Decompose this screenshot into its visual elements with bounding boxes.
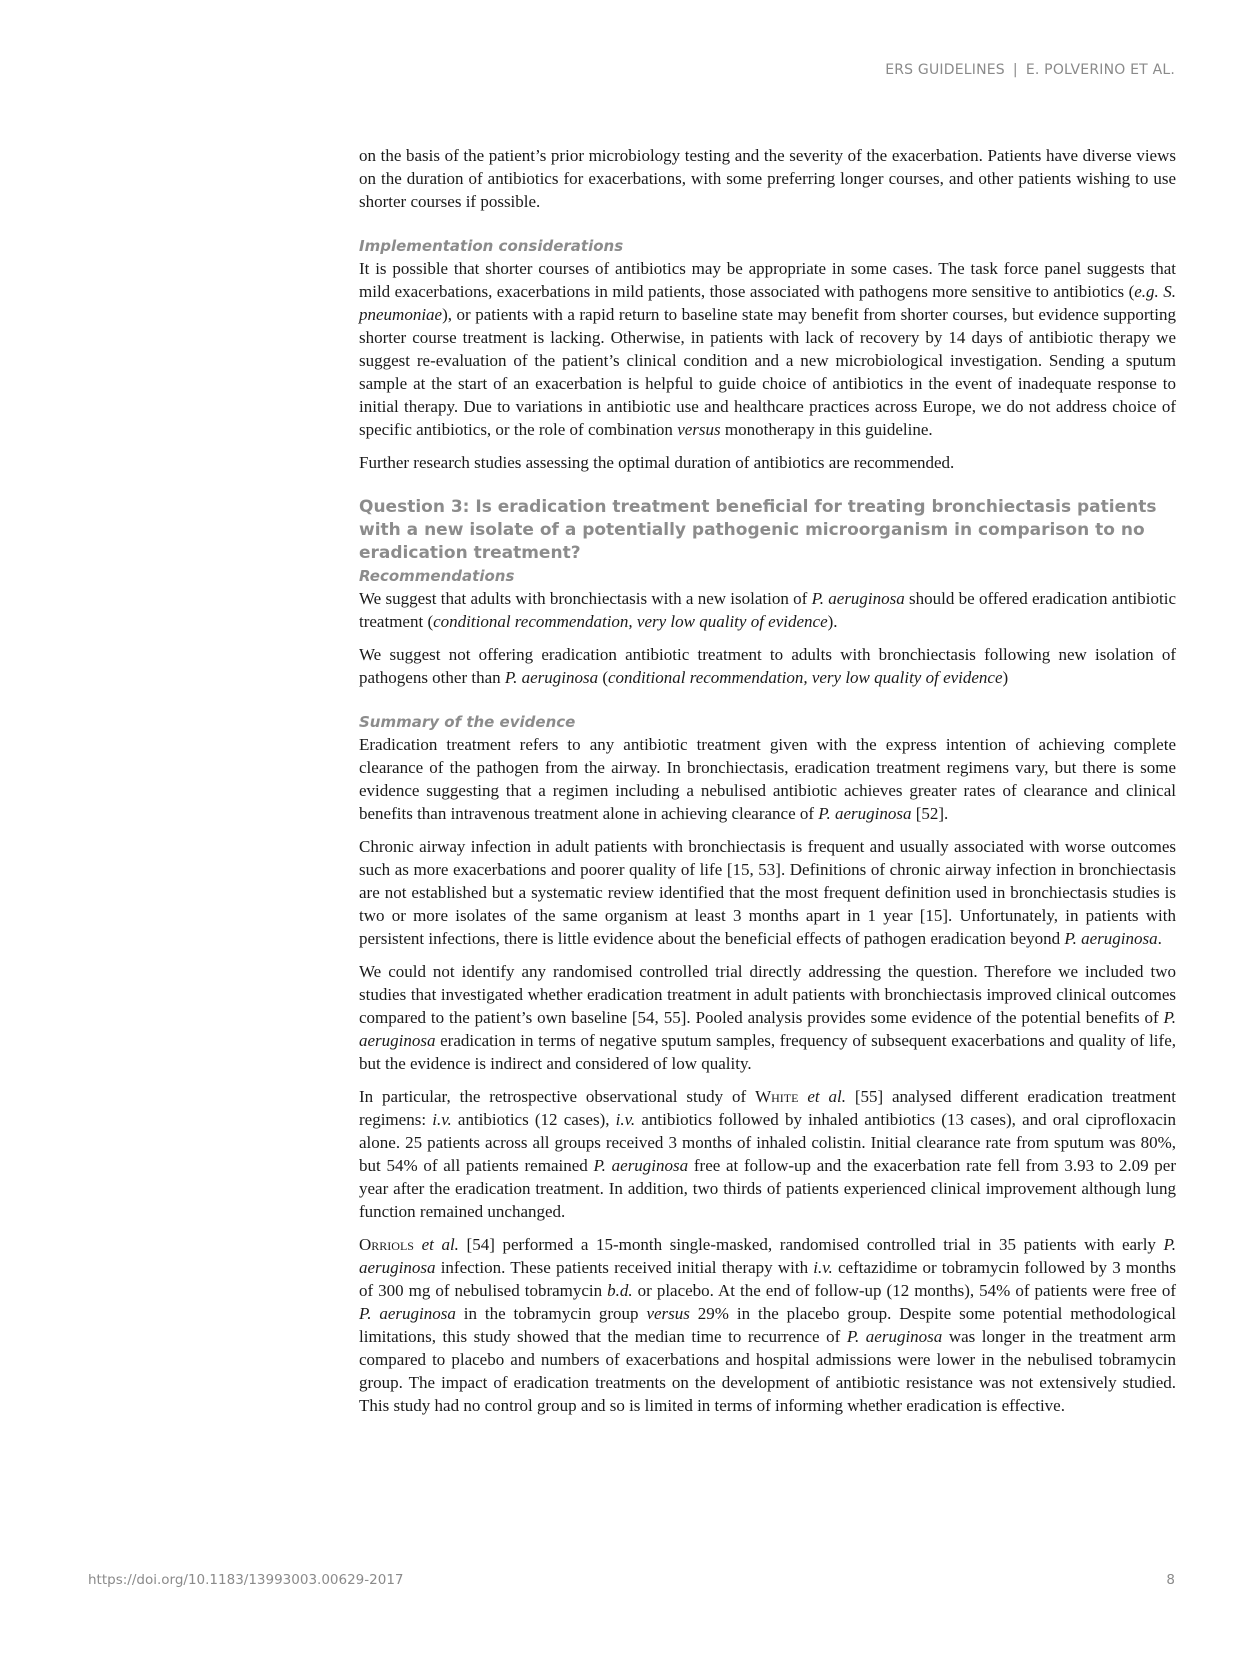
summary-paragraph-1: Eradication treatment refers to any antibiotic treatment given with the express intention of achieving complete clearance of the pathogen from the airway. In bronchiectasis, eradication treatment regimens vary, but there is some evidence suggesting that a regimen including a nebulised antibiotic achieves greater rates of clearance and clinical benefits than intravenous treatment alone in achieving clearance of P. aeruginosa [52]. xyxy=(359,735,1176,823)
summary-paragraph-4: In particular, the retrospective observational study of White et al. [55] analysed different eradication treatment regimens: i.v. antibiotics (12 cases), i.v. antibiotics followed by inhaled antibiotics (13 cases), and oral ciprofloxacin alone. 25 patients across all groups received 3 months of inhaled colistin. Initial clearance rate from sputum was 80%, but 54% of all patients remained P. aeruginosa free at follow-up and the exacerbation rate fell from 3.93 to 2.09 per year after the eradication treatment. In addition, two thirds of patients experienced clinical improvement although lung function remained unchanged. xyxy=(359,1087,1177,1221)
recommendations-heading: Recommendations xyxy=(359,567,515,585)
paragraph-intro: on the basis of the patient’s prior microbiology testing and the severity of the exacerbation. Patients have diverse views on the duration of antibiotics for exacerbations, with some preferring longer courses, and other patients wishing to use shorter courses if possible. xyxy=(359,146,1176,211)
paragraph-implementation-2: Further research studies assessing the optimal duration of antibiotics are recommended. xyxy=(359,453,955,472)
journal-section: ERS GUIDELINES xyxy=(885,62,1005,78)
running-head xyxy=(885,62,1175,78)
implementation-heading: Implementation considerations xyxy=(359,237,624,255)
recommendation-1: We suggest that adults with bronchiectasis with a new isolation of P. aeruginosa should be offered eradication antibiotic treatment (conditional recommendation, very low quality of evidence). xyxy=(359,589,1176,631)
paragraph-implementation-1: It is possible that shorter courses of antibiotics may be appropriate in some cases. The task force panel suggests that mild exacerbations, exacerbations in mild patients, those associated with pathogens more sensitive to antibiotics (e.g. S. pneumoniae), or patients with a rapid return to baseline state may benefit from shorter courses, but evidence supporting shorter course treatment is lacking. Otherwise, in patients with lack of recovery by 14 days of antibiotic therapy we suggest re-evaluation of the patient’s clinical condition and a new microbiological investigation. Sending a sputum sample at the start of an exacerbation is helpful to guide choice of antibiotics in the event of inadequate response to initial therapy. Due to variations in antibiotic use and healthcare practices across Europe, we do not address choice of specific antibiotics, or the role of combination versus monotherapy in this guideline. xyxy=(359,259,1177,439)
page-number: 8 xyxy=(1166,1572,1175,1588)
summary-paragraph-5: Orriols et al. [54] performed a 15-month single-masked, randomised controlled trial in 35 patients with early P. aeruginosa infection. These patients received initial therapy with i.v. ceftazidime or tobramycin followed by 3 months of 300 mg of nebulised tobramycin b.d. or placebo. At the end of follow-up (12 months), 54% of patients were free of P. aeruginosa in the tobramycin group versus 29% in the placebo group. Despite some potential methodological limitations, this study showed that the median time to recurrence of P. aeruginosa was longer in the treatment arm compared to placebo and numbers of exacerbations and hospital admissions were lower in the nebulised tobramycin group. The impact of eradication treatments on the development of antibiotic resistance was not extensively studied. This study had no control group and so is limited in terms of informing whether eradication is effective. xyxy=(359,1235,1177,1415)
question-heading: Question 3: Is eradication treatment beneficial for treating bronchiectasis patients with a new isolate of a potentially pathogenic microorganism in comparison to no eradication treatment? xyxy=(359,497,1157,563)
summary-paragraph-2: Chronic airway infection in adult patients with bronchiectasis is frequent and usually associated with worse outcomes such as more exacerbations and poorer quality of life [15, 53]. Definitions of chronic airway infection in bronchiectasis are not established but a systematic review identified that the most frequent definition used in bronchiectasis studies is two or more isolates of the same organism at least 3 months apart in 1 year [15]. Unfortunately, in patients with persistent infections, there is little evidence about the beneficial effects of pathogen eradication beyond P. aeruginosa. xyxy=(359,837,1176,948)
recommendation-2: We suggest not offering eradication antibiotic treatment to adults with bronchiectasis following new isolation of pathogens other than P. aeruginosa (conditional recommendation, very low quality of evidence) xyxy=(359,645,1176,687)
authors: E. POLVERINO ET AL. xyxy=(1025,62,1175,78)
header-separator: | xyxy=(1012,62,1018,78)
summary-paragraph-3: We could not identify any randomised controlled trial directly addressing the question. Therefore we included two studies that investigated whether eradication treatment in adult patients with bronchiectasis improved clinical outcomes compared to the patient’s own baseline [54, 55]. Pooled analysis provides some evidence of the potential benefits of P. aeruginosa eradication in terms of negative sputum samples, frequency of subsequent exacerbations and quality of life, but the evidence is indirect and considered of low quality. xyxy=(359,962,1176,1073)
article-body xyxy=(359,144,1176,1427)
doi-link[interactable]: https://doi.org/10.1183/13993003.00629-2017 xyxy=(88,1572,404,1588)
summary-heading: Summary of the evidence xyxy=(359,713,576,731)
